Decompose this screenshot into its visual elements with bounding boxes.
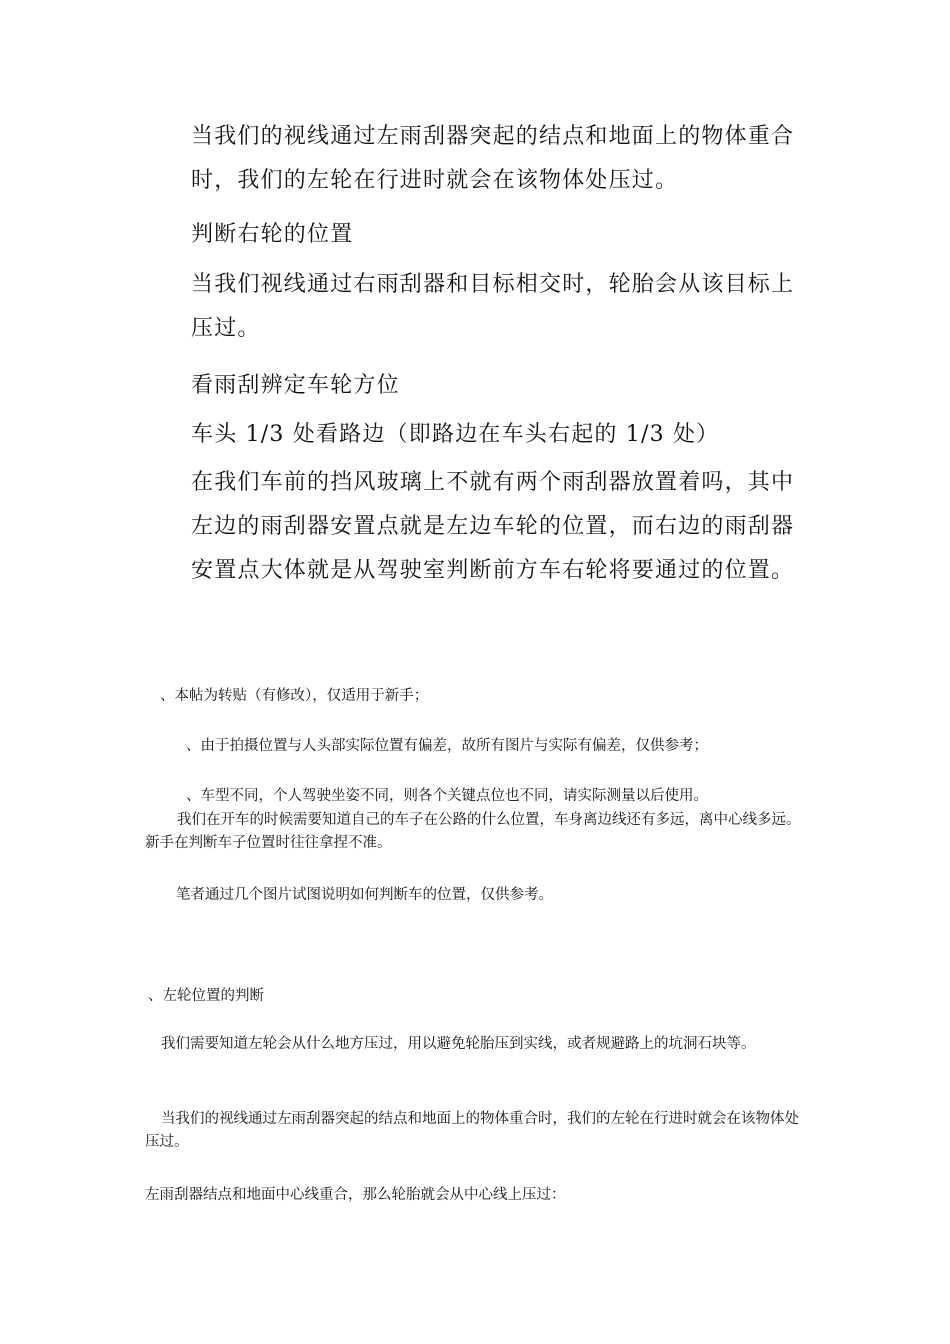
heading-left-wheel: 、左轮位置的判断 <box>148 988 264 1004</box>
paragraph-text: 当我们的视线通过左雨刮器突起的结点和地面上的物体重合时，我们的左轮在行进时就会在该物体处压过。 <box>145 1111 799 1150</box>
heading-one-third <box>145 413 815 457</box>
paragraph-car-position <box>145 809 805 855</box>
paragraph-left-wiper-small <box>145 1108 805 1154</box>
paragraph-text: 当我们的视线通过左雨刮器突起的结点和地面上的物体重合时，我们的左轮在行进时就会在该物体处压过。 <box>191 124 795 193</box>
paragraph-text: 在我们车前的挡风玻璃上不就有两个雨刮器放置着吗，其中左边的雨刮器安置点就是左边车轮的位置，而右边的雨刮器安置点大体就是从驾驶室判断前方车右轮将要通过的位置。 <box>191 470 795 583</box>
paragraph-text: 我们在开车的时候需要知道自己的车子在公路的什么位置，车身离边线还有多远，离中心线多远。新手在判断车子位置时往往拿捏不准。 <box>145 812 801 851</box>
note-reposted: 、本帖为转贴（有修改），仅适用于新手； <box>160 688 429 704</box>
paragraph-text: 我们需要知道左轮会从什么地方压过，用以避免轮胎压到实线，或者规避路上的坑洞石块等。 <box>161 1036 756 1052</box>
paragraph-left-wheel-need <box>145 1033 805 1056</box>
heading-text: 判断右轮的位置 <box>191 222 354 247</box>
paragraph-author-note: 笔者通过几个图片试图说明如何判断车的位置，仅供参考。 <box>176 887 553 903</box>
heading-text: 看雨刮辨定车轮方位 <box>191 373 400 398</box>
heading-right-wheel <box>145 213 815 257</box>
note-car-model: 、车型不同，个人驾驶坐姿不同，则各个关键点位也不同，请实际测量以后使用。 <box>186 788 708 804</box>
paragraph-text: 当我们视线通过右雨刮器和目标相交时，轮胎会从该目标上压过。 <box>191 272 795 341</box>
note-photo-deviation: 、由于拍摄位置与人头部实际位置有偏差，故所有图片与实际有偏差，仅供参考； <box>186 738 708 754</box>
paragraph-right-wiper <box>145 263 815 351</box>
paragraph-windshield-wipers <box>145 461 815 593</box>
heading-text: 车头 1/3 处看路边（即路边在车头右起的 1/3 处） <box>191 422 720 447</box>
paragraph-centerline: 左雨刮器结点和地面中心线重合，那么轮胎就会从中心线上压过： <box>145 1187 566 1203</box>
heading-wiper-position <box>145 364 815 408</box>
paragraph-left-wiper <box>145 115 815 203</box>
